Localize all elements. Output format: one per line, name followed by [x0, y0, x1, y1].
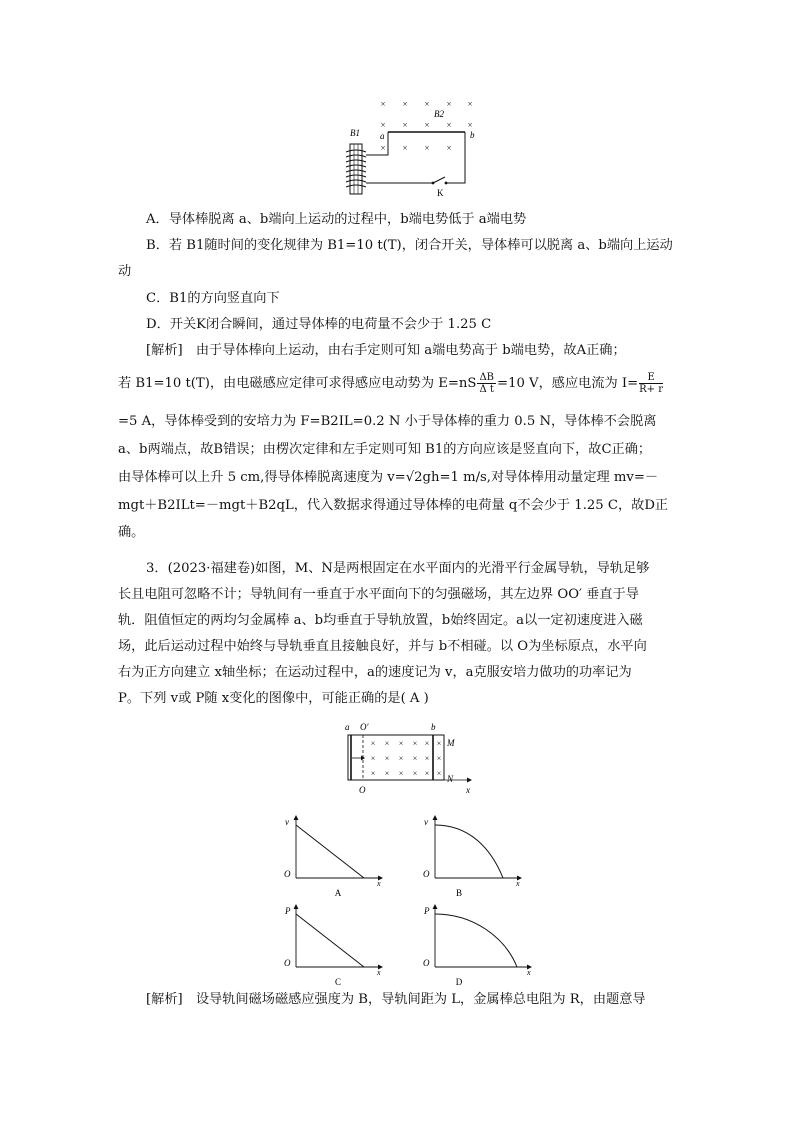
field-cross: ×	[398, 738, 404, 748]
analysis-line-7: 确。	[118, 525, 145, 540]
field-cross: ×	[412, 738, 418, 748]
label-b2: B2	[434, 109, 444, 119]
option-a: A．导体棒脱离 a、b端向上运动的过程中，b端电势低于 a端电势	[146, 212, 527, 227]
field-cross: ×	[398, 768, 404, 778]
axis-label-x: x	[377, 968, 381, 977]
field-cross: ×	[467, 99, 473, 109]
axis-label-y: P	[424, 906, 430, 916]
label-m: M	[447, 738, 455, 748]
analysis-line-2b: =10 V，感应电流为 I=	[497, 376, 639, 391]
field-cross: ×	[370, 768, 376, 778]
field-cross: ×	[446, 143, 452, 153]
label-b1: B1	[350, 128, 360, 138]
axis-label-y: v	[424, 817, 428, 827]
field-cross: ×	[424, 753, 430, 763]
field-cross: ×	[412, 768, 418, 778]
option-b: B．若 B1随时间的变化规律为 B1=10 t(T)，闭合开关，导体棒可以脱离 a、b端向上运动	[146, 238, 673, 253]
question-3-line-3: 轨．阻值恒定的两均匀金属棒 a、b均垂直于导轨放置，b始终固定。a以一定初速度进入磁	[118, 613, 643, 628]
iron-core	[350, 144, 362, 194]
label-a: a	[345, 722, 350, 732]
analysis-3-line-1: [解析] 设导轨间磁场磁感应强度为 B，导轨间距为 L，金属棒总电阻为 R，由题意导	[146, 992, 646, 1007]
graph-caption: B	[455, 888, 463, 898]
origin-label: O	[284, 958, 291, 968]
option-c: C．B1的方向竖直向下	[146, 291, 280, 306]
curve-linear	[296, 914, 364, 967]
field-cross: ×	[436, 768, 442, 778]
switch-k	[433, 177, 445, 183]
fraction-num: ΔB	[479, 372, 495, 383]
label-k: K	[437, 188, 444, 198]
analysis-line-2	[118, 372, 688, 395]
label-n: N	[447, 774, 454, 784]
analysis-line-2a: 若 B1=10 t(T)，由电磁感应定律可求得感应电动势为 E=nS	[118, 376, 477, 391]
field-cross: ×	[370, 753, 376, 763]
figure-circuit-b1-b2	[336, 92, 486, 200]
label-x: x	[466, 785, 470, 795]
field-cross: ×	[424, 143, 430, 153]
graph-d	[421, 903, 541, 989]
field-cross: ×	[402, 120, 408, 130]
field-cross: ×	[384, 768, 390, 778]
label-b: b	[431, 722, 436, 732]
fraction-num: E	[639, 372, 663, 384]
label-o-prime: O′	[360, 722, 369, 732]
label-b: b	[470, 130, 475, 140]
question-3-line-1: 3．(2023·福建卷)如图，M、N是两根固定在水平面内的光滑平行金属导轨，导轨足够	[146, 561, 650, 576]
field-cross: ×	[446, 99, 452, 109]
figure-rails-field	[335, 718, 475, 798]
field-cross: ×	[436, 738, 442, 748]
analysis-line-4: a、b两端点，故B错误；由楞次定律和左手定则可知 B1的方向应该是竖直向下，故C正确；	[118, 442, 652, 457]
question-3-line-5: 右为正方向建立 x轴坐标；在运动过程中，a的速度记为 v，a克服安培力做功的功率记为	[118, 665, 632, 680]
analysis-line-3: =5 A，导体棒受到的安培力为 F=B2IL=0.2 N 小于导体棒的重力 0.5 N，导体棒不会脱离	[118, 414, 657, 429]
field-cross: ×	[446, 120, 452, 130]
origin-label: O	[423, 869, 430, 879]
curve-linear	[296, 825, 364, 878]
axis-label-y: P	[285, 906, 291, 916]
axis-label-x: x	[527, 968, 531, 977]
option-b-continued: 动	[118, 264, 132, 279]
option-d: D．开关K闭合瞬间，通过导体棒的电荷量不会少于 1.25 C	[146, 317, 492, 332]
field-cross: ×	[424, 738, 430, 748]
curve-concave	[435, 825, 503, 878]
field-cross: ×	[380, 99, 386, 109]
field-cross: ×	[384, 753, 390, 763]
axis-label-x: x	[377, 879, 381, 888]
analysis-line-5: 由导体棒可以上升 5 cm,得导体棒脱离速度为 v=√2gh=1 m/s,对导体棒用动量定理 mv=－	[118, 470, 659, 485]
field-cross: ×	[467, 120, 473, 130]
origin-label: O	[423, 958, 430, 968]
analysis-line-1: [解析] 由于导体棒向上运动，由右手定则可知 a端电势高于 b端电势，故A正确；	[146, 343, 626, 358]
axis-label-y: v	[285, 817, 289, 827]
fraction-db-dt	[477, 372, 496, 395]
field-cross: ×	[424, 768, 430, 778]
fraction-current	[639, 372, 663, 395]
field-cross: ×	[380, 120, 386, 130]
fraction-den: Δ t	[479, 384, 494, 395]
field-cross: ×	[384, 738, 390, 748]
graph-b	[421, 814, 531, 900]
label-o: O	[359, 785, 366, 795]
graph-c	[282, 903, 392, 989]
question-3-line-2: 长且电阻可忽略不计；导轨间有一垂直于水平面向下的匀强磁场，其左边界 OO′ 垂直于导	[118, 587, 639, 602]
field-cross: ×	[402, 99, 408, 109]
axis-label-x: x	[516, 879, 520, 888]
graph-caption: D	[455, 977, 463, 987]
label-a: a	[380, 131, 385, 141]
field-cross: ×	[424, 99, 430, 109]
origin-label: O	[284, 869, 291, 879]
field-cross: ×	[402, 143, 408, 153]
field-cross: ×	[370, 738, 376, 748]
question-3-line-6: P。下列 v或 P随 x变化的图像中，可能正确的是( A )	[118, 691, 429, 706]
graph-caption: A	[334, 888, 342, 898]
field-cross: ×	[424, 120, 430, 130]
field-cross: ×	[398, 753, 404, 763]
analysis-line-6: mgt＋B2ILt=－mgt＋B2qL，代入数据求得通过导体棒的电荷量 q不会少于 1.25 C，故D正	[118, 498, 669, 513]
curve-concave	[435, 914, 517, 967]
wire-right	[446, 132, 465, 183]
fraction-den: R+ r	[639, 384, 664, 395]
field-cross: ×	[380, 143, 386, 153]
question-3-line-4: 场，此后运动过程中始终与导轨垂直且接触良好，并与 b不相碰。以 O为坐标原点，水平向	[118, 639, 647, 654]
field-cross: ×	[436, 753, 442, 763]
graph-a	[282, 814, 392, 900]
field-cross: ×	[412, 753, 418, 763]
graph-caption: C	[334, 977, 342, 987]
